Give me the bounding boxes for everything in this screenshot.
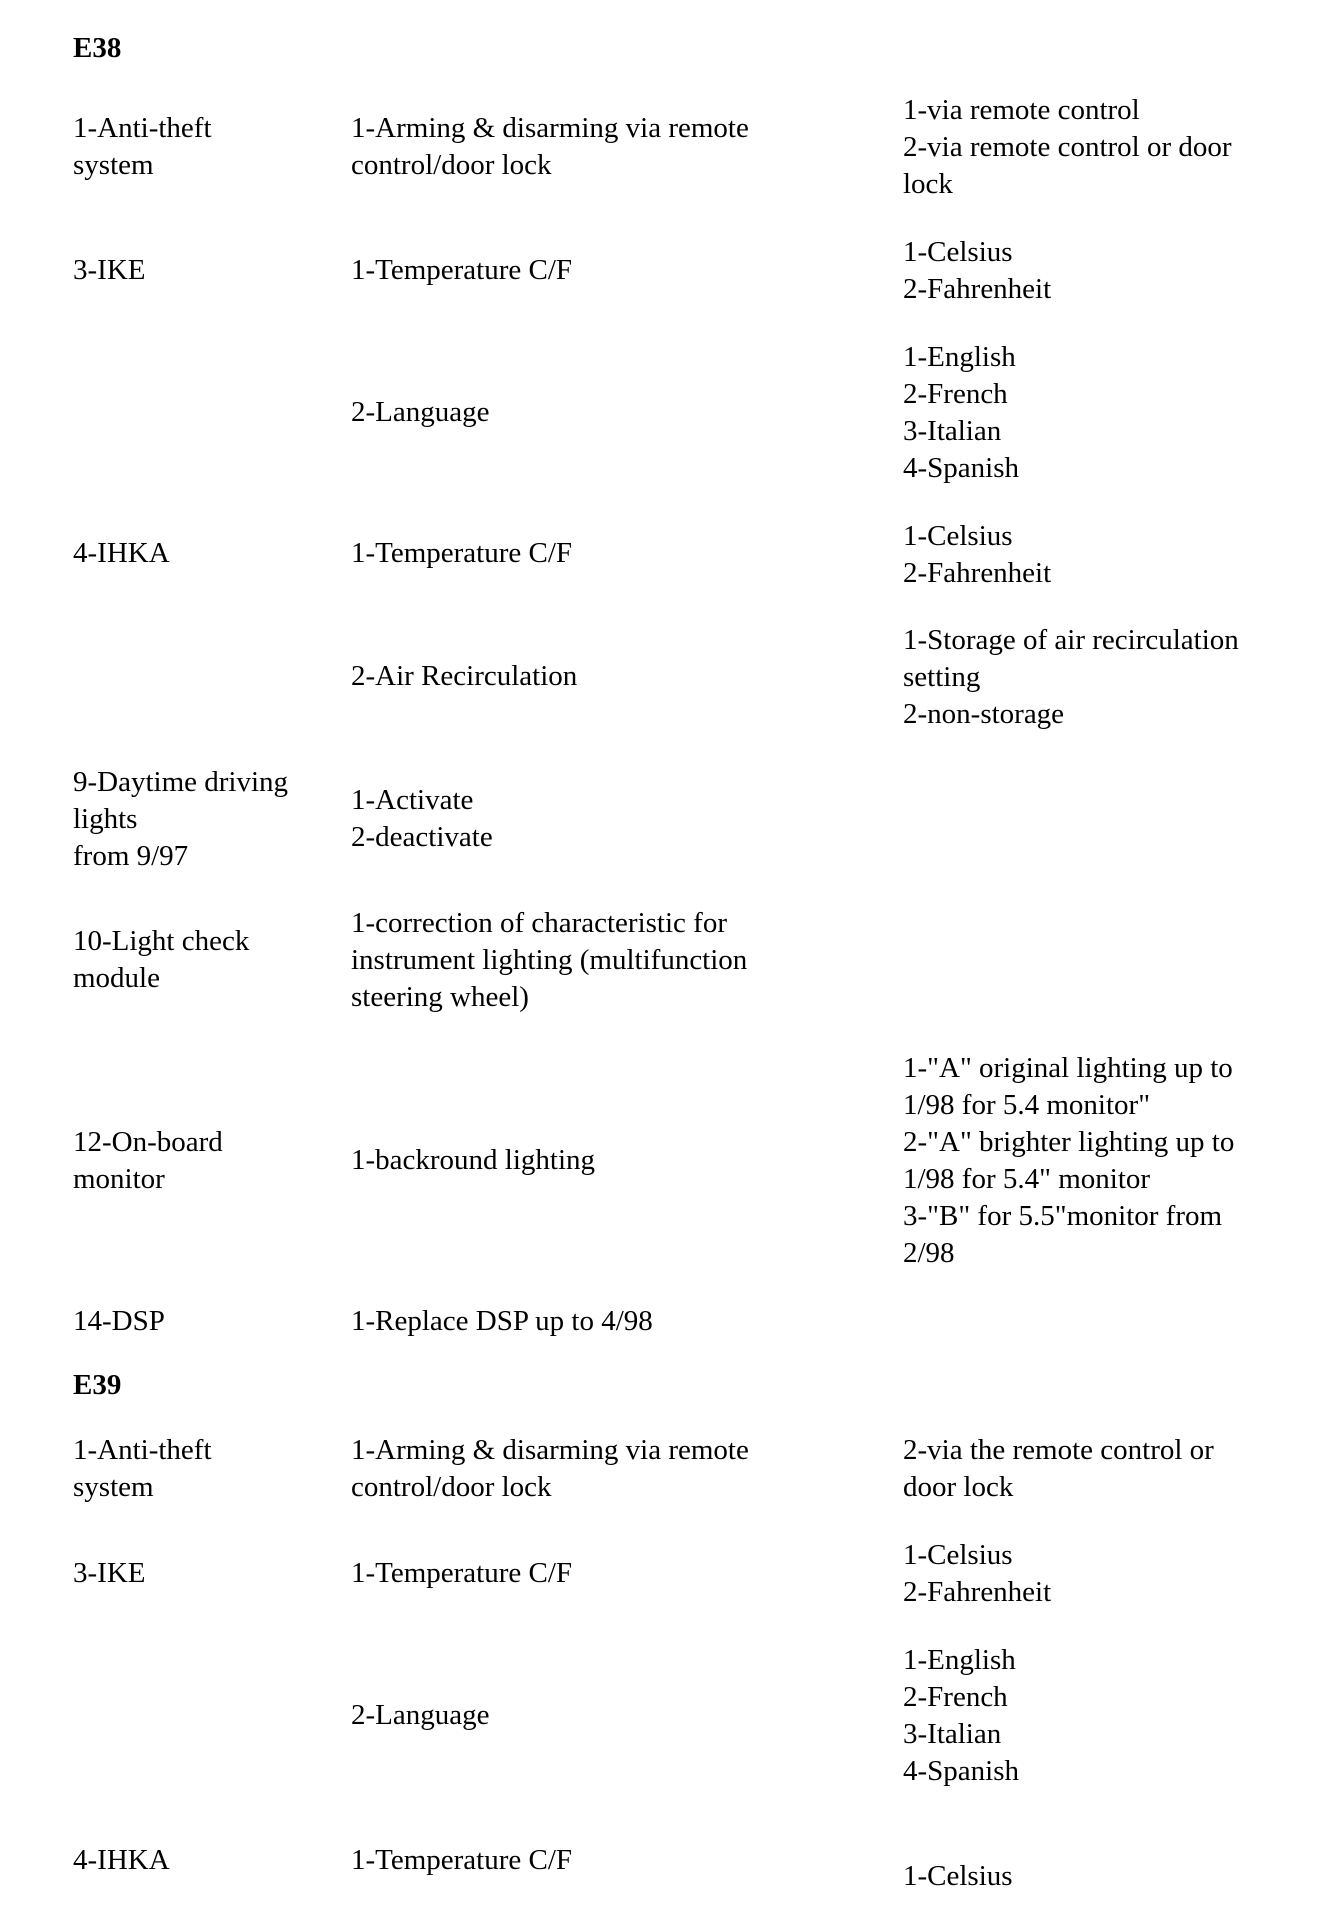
module-text: 3-IKE: [73, 254, 146, 286]
option-text: 1-English: [903, 1644, 1016, 1676]
setting-text: instrument lighting (multifunction: [351, 944, 748, 976]
module-text: system: [73, 149, 154, 181]
setting-cell: [351, 1555, 572, 1592]
option-text: 2-Fahrenheit: [903, 557, 1052, 589]
options-cell: [903, 1537, 1051, 1611]
setting-cell: [351, 658, 577, 695]
options-cell: [903, 234, 1051, 308]
options-cell: [903, 1432, 1214, 1506]
module-cell: [73, 1303, 165, 1340]
module-text: module: [73, 962, 160, 994]
option-text: 1-via remote control: [903, 94, 1140, 126]
setting-text: steering wheel): [351, 981, 529, 1013]
options-cell: [903, 1642, 1019, 1790]
option-text: 1-English: [903, 341, 1016, 373]
option-text: setting: [903, 661, 981, 693]
module-cell: [73, 110, 212, 184]
setting-text: control/door lock: [351, 149, 552, 181]
option-text: door lock: [903, 1471, 1014, 1503]
module-cell: [73, 1432, 212, 1506]
setting-text: 2-Language: [351, 1699, 490, 1731]
setting-text: 2-deactivate: [351, 821, 493, 853]
option-text: 1/98 for 5.4 monitor": [903, 1089, 1151, 1121]
option-text: 3-Italian: [903, 415, 1002, 447]
module-text: from 9/97: [73, 840, 189, 872]
option-text: 2-Fahrenheit: [903, 273, 1052, 305]
option-text: 2-via the remote control or: [903, 1434, 1214, 1466]
option-text: 1-"A" original lighting up to: [903, 1052, 1233, 1084]
setting-cell: [351, 394, 490, 431]
setting-cell: [351, 110, 749, 184]
module-cell: [73, 923, 249, 997]
setting-cell: [351, 1142, 595, 1179]
option-text: 1-Celsius: [903, 1860, 1013, 1892]
setting-text: 1-Activate: [351, 784, 474, 816]
module-cell: [73, 1842, 170, 1879]
option-text: 3-"B" for 5.5"monitor from: [903, 1200, 1223, 1232]
setting-cell: [351, 1303, 653, 1340]
option-text: 2-French: [903, 378, 1008, 410]
option-text: 4-Spanish: [903, 452, 1019, 484]
option-text: 1-Celsius: [903, 520, 1013, 552]
module-text: 10-Light check: [73, 925, 250, 957]
module-cell: [73, 1124, 223, 1198]
setting-text: 2-Air Recirculation: [351, 660, 578, 692]
module-cell: [73, 764, 288, 875]
setting-cell: [351, 782, 493, 856]
module-text: 4-IHKA: [73, 1844, 170, 1876]
setting-cell: [351, 1842, 572, 1879]
module-text: 1-Anti-theft: [73, 1434, 212, 1466]
module-cell: [73, 1555, 145, 1592]
setting-text: 1-Temperature C/F: [351, 1844, 573, 1876]
option-text: 1/98 for 5.4" monitor: [903, 1163, 1151, 1195]
setting-text: 1-Temperature C/F: [351, 254, 573, 286]
setting-text: 1-Temperature C/F: [351, 537, 573, 569]
module-text: monitor: [73, 1163, 165, 1195]
module-text: 4-IHKA: [73, 537, 170, 569]
module-text: system: [73, 1471, 154, 1503]
module-text: 14-DSP: [73, 1305, 165, 1337]
setting-text: 2-Language: [351, 396, 490, 428]
setting-cell: [351, 535, 572, 572]
setting-text: 1-Arming & disarming via remote: [351, 1434, 749, 1466]
options-cell: [903, 518, 1051, 592]
setting-text: 1-Arming & disarming via remote: [351, 112, 749, 144]
option-text: 4-Spanish: [903, 1755, 1019, 1787]
options-cell: [903, 1050, 1234, 1272]
options-cell: [903, 1858, 1013, 1895]
setting-cell: [351, 1432, 749, 1506]
option-text: 1-Storage of air recirculation: [903, 624, 1239, 656]
section-heading-e38: E38: [73, 32, 122, 64]
options-cell: [903, 622, 1239, 733]
option-text: 1-Celsius: [903, 236, 1013, 268]
option-text: 2-non-storage: [903, 698, 1065, 730]
module-cell: [73, 535, 170, 572]
setting-text: control/door lock: [351, 1471, 552, 1503]
module-text: 1-Anti-theft: [73, 112, 212, 144]
module-cell: [73, 252, 145, 289]
option-text: 3-Italian: [903, 1718, 1002, 1750]
section-heading-e39: E39: [73, 1369, 122, 1401]
module-text: 3-IKE: [73, 1557, 146, 1589]
setting-text: 1-correction of characteristic for: [351, 907, 727, 939]
option-text: 2-French: [903, 1681, 1008, 1713]
setting-cell: [351, 252, 572, 289]
options-cell: [903, 339, 1019, 487]
setting-text: 1-backround lighting: [351, 1144, 596, 1176]
option-text: lock: [903, 168, 953, 200]
option-text: 2/98: [903, 1237, 955, 1269]
option-text: 2-via remote control or door: [903, 131, 1232, 163]
setting-text: 1-Replace DSP up to 4/98: [351, 1305, 653, 1337]
module-text: 9-Daytime driving: [73, 766, 289, 798]
setting-text: 1-Temperature C/F: [351, 1557, 573, 1589]
setting-cell: [351, 905, 747, 1016]
module-text: 12-On-board: [73, 1126, 223, 1158]
options-cell: [903, 92, 1232, 203]
setting-cell: [351, 1697, 490, 1734]
option-text: 2-"A" brighter lighting up to: [903, 1126, 1235, 1158]
option-text: 2-Fahrenheit: [903, 1576, 1052, 1608]
option-text: 1-Celsius: [903, 1539, 1013, 1571]
module-text: lights: [73, 803, 138, 835]
